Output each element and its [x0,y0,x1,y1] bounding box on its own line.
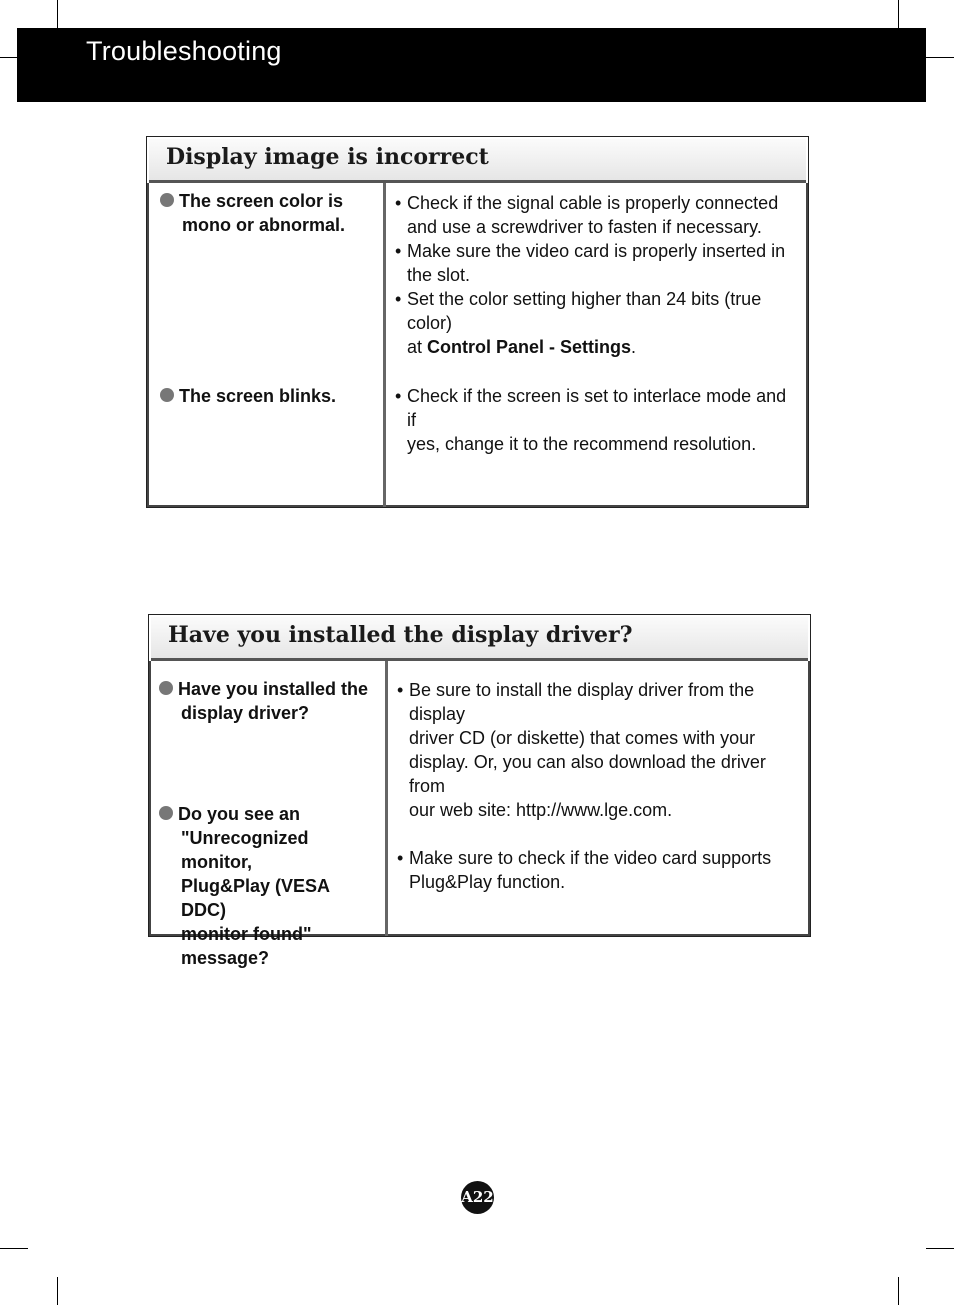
issue-item [160,189,380,237]
section-header [151,617,808,661]
page-number-badge: A22 [461,1181,494,1214]
page-title: Troubleshooting [86,36,282,66]
border-right [806,183,808,507]
solution-line-prefix: at [407,337,428,357]
issue-text: message? [181,948,270,968]
issue-text: The screen color is [179,191,344,211]
solution-item: • Make sure to check if the video card supports Plug&Play function. [397,848,772,892]
border-bottom [147,505,808,507]
column-divider [385,661,388,936]
solution-item: • Be sure to install the display driver from the display driver CD (or diskette) that comes with your display. Or, you can also download the driver from our web site: http://www.lge.com. [397,680,766,820]
solution-line: Check if the signal cable is properly connected [407,193,779,213]
issue-text: monitor found" [181,924,312,944]
solution-line: Make sure the video card is properly inserted in [407,241,786,261]
border-right [808,661,810,936]
crop-mark [898,1277,899,1305]
solution-item: • Check if the signal cable is properly connected and use a screwdriver to fasten if necessary. [395,193,779,237]
solution-line: and use a screwdriver to fasten if necessary. [407,217,762,237]
crop-mark [0,1248,28,1249]
issue-text: display driver? [181,703,310,723]
solution-item: • Set the color setting higher than 24 bits (true color) at Control Panel - Settings. [395,289,762,357]
solution-line: driver CD (or diskette) that comes with your [409,728,756,748]
solution-item: • Check if the screen is set to interlace mode and if yes, change it to the recommend resolution. [395,386,787,454]
border-left [147,183,149,507]
issue-text: The screen blinks. [179,386,337,406]
issue-text: Plug&Play (VESA DDC) [181,876,330,920]
crop-mark [926,57,954,58]
solution-list [395,384,795,456]
solution-list [395,191,795,359]
crop-mark [57,1277,58,1305]
section-title: Display image is incorrect [166,144,489,170]
section-header [149,139,806,183]
border-left [149,661,151,936]
crop-mark [926,1248,954,1249]
section-body [147,183,808,507]
section-display-driver [148,614,811,968]
section-body [149,661,810,968]
solution-line: display. Or, you can also download the driver from [409,752,766,796]
solution-line: Make sure to check if the video card supports [409,848,772,868]
issue-item [159,677,379,725]
issue-item [160,384,380,408]
crop-mark [57,0,58,28]
solution-list [397,678,797,894]
control-panel-settings-path: Control Panel - Settings [427,337,632,357]
solution-line: Plug&Play function. [409,872,566,892]
issue-text: Have you installed the [178,679,369,699]
solution-line: yes, change it to the recommend resolution. [407,434,757,454]
solution-line: Set the color setting higher than 24 bits (true color) [407,289,762,333]
solution-line: Check if the screen is set to interlace mode and if [407,386,787,430]
issue-item [159,802,379,970]
issue-text: mono or abnormal. [182,215,346,235]
issue-text: "Unrecognized monitor, [181,828,309,872]
column-divider [383,183,386,507]
bullet-circle-icon [160,388,174,402]
section-title: Have you installed the display driver? [168,622,633,648]
solution-line-suffix: . [631,337,637,357]
bullet-circle-icon [159,806,173,820]
issue-text: Do you see an [178,804,301,824]
crop-mark [0,57,17,58]
bullet-circle-icon [160,193,174,207]
bullet-circle-icon [159,681,173,695]
crop-mark [898,0,899,28]
section-display-image-incorrect [146,136,809,508]
solution-line: the slot. [407,265,471,285]
solution-item: • Make sure the video card is properly inserted in the slot. [395,241,786,285]
solution-line: our web site: http://www.lge.com. [409,800,673,820]
solution-line: Be sure to install the display driver from the display [409,680,755,724]
